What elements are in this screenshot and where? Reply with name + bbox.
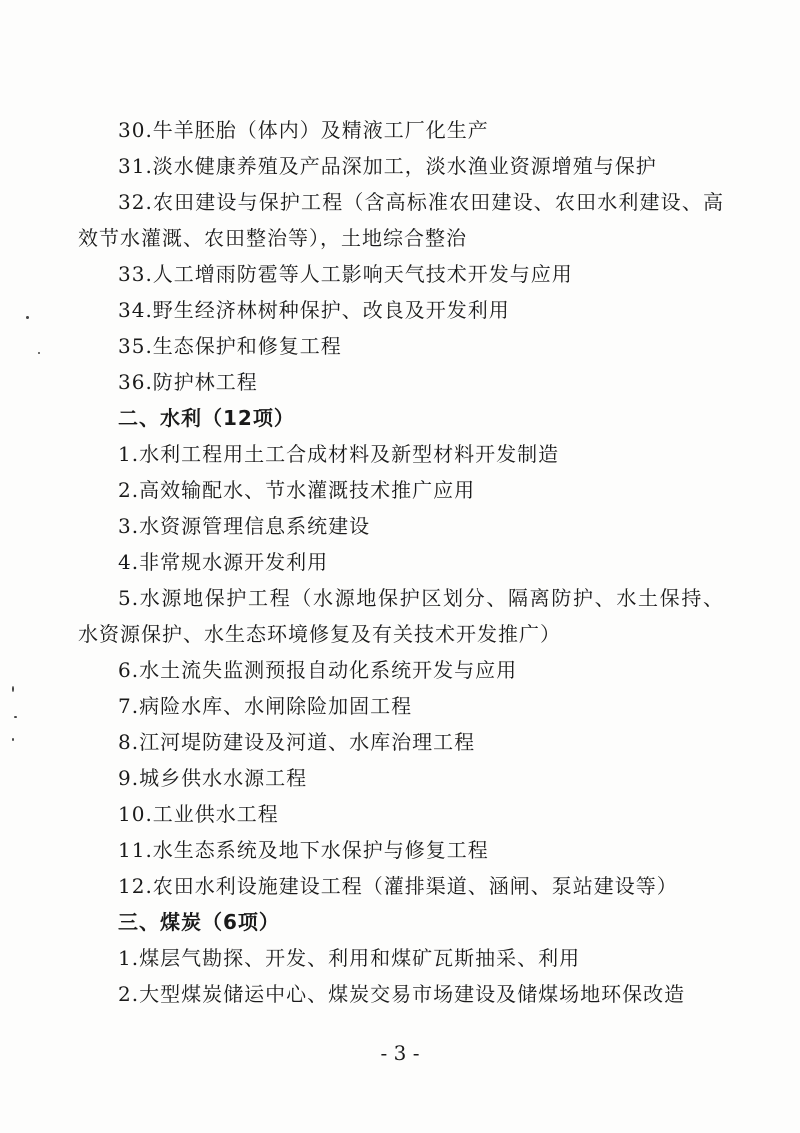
scan-speck: [38, 352, 40, 354]
list-item: 34.野生经济林树种保护、改良及开发利用: [118, 298, 510, 322]
list-item: 36.防护林工程: [118, 370, 258, 394]
scan-speck: [12, 686, 14, 692]
list-item: 9.城乡供水水源工程: [118, 766, 308, 790]
page-number: - 3 -: [380, 1041, 420, 1065]
list-item: 4.非常规水源开发利用: [118, 550, 329, 574]
list-item: 30.牛羊胚胎（体内）及精液工厂化生产: [118, 118, 489, 142]
list-item: 7.病险水库、水闸除险加固工程: [118, 694, 413, 718]
scan-speck: [26, 316, 29, 319]
list-item: 35.生态保护和修复工程: [118, 334, 342, 358]
list-item: 5.水源地保护工程（水源地保护区划分、隔离防护、水土保持、水资源保护、水生态环境修复及有关技术开发推广）: [78, 586, 724, 646]
list-item: 11.水生态系统及地下水保护与修复工程: [118, 838, 489, 862]
list-item: 2.高效输配水、节水灌溉技术推广应用: [118, 478, 476, 502]
list-item: 31.淡水健康养殖及产品深加工，淡水渔业资源增殖与保护: [118, 154, 657, 178]
list-item: 1.水利工程用土工合成材料及新型材料开发制造: [118, 442, 560, 466]
document-body: [78, 112, 724, 1012]
scan-speck: [14, 716, 17, 718]
scan-speck: [12, 738, 14, 741]
list-item: 10.工业供水工程: [118, 802, 279, 826]
section-heading-coal: 三、煤炭（6项）: [118, 910, 280, 934]
list-item: 3.水资源管理信息系统建设: [118, 514, 371, 538]
list-item: 12.农田水利设施建设工程（灌排渠道、涵闸、泵站建设等）: [118, 874, 678, 898]
list-item: 32.农田建设与保护工程（含高标准农田建设、农田水利建设、高效节水灌溉、农田整治等），土地综合整治: [78, 190, 724, 250]
list-item: 6.水土流失监测预报自动化系统开发与应用: [118, 658, 518, 682]
list-item: 2.大型煤炭储运中心、煤炭交易市场建设及储煤场地环保改造: [118, 982, 686, 1006]
list-item: 33.人工增雨防雹等人工影响天气技术开发与应用: [118, 262, 573, 286]
list-item: 1.煤层气勘探、开发、利用和煤矿瓦斯抽采、利用: [118, 946, 581, 970]
section-heading-water: 二、水利（12项）: [118, 406, 295, 430]
list-item: 8.江河堤防建设及河道、水库治理工程: [118, 730, 476, 754]
